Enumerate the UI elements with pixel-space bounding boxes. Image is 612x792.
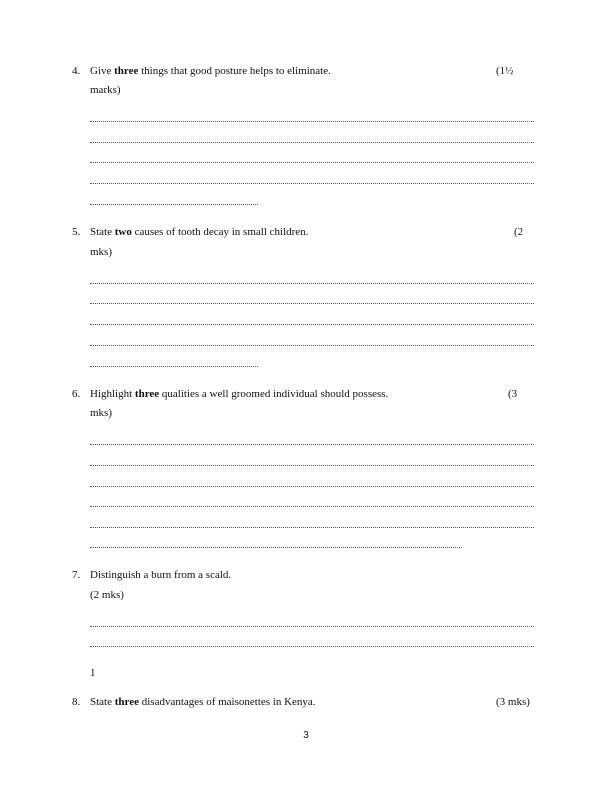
q5-marks: (2 [514,226,524,238]
q4-answer-line-5[interactable] [90,204,258,205]
q5-answer-line-4[interactable] [90,345,534,346]
q6-answer-line-2[interactable] [90,465,534,466]
q6-number: 6. [72,388,81,400]
q6-marks: (3 [508,388,518,400]
q4-answer-line-1[interactable] [90,121,534,122]
q6-answer-line-4[interactable] [90,506,534,507]
q5-number: 5. [72,226,81,238]
q6-marks-cont: mks) [90,407,112,419]
q5-answer-line-2[interactable] [90,303,534,304]
q6-answer-line-6[interactable] [90,547,462,548]
q4-number: 4. [72,65,81,77]
q6-text: Highlight three qualities a well groomed individual should possess. [90,388,389,400]
q5-answer-line-5[interactable] [90,366,258,367]
q7-marks: (2 mks) [90,589,124,601]
q7-stray-number: 1 [90,667,96,679]
q6-answer-line-5[interactable] [90,527,534,528]
q4-text: Give three things that good posture helps to eliminate. [90,65,331,77]
q4-marks-cont: marks) [90,84,121,96]
q4-answer-line-3[interactable] [90,162,534,163]
q4-marks: (1½ [496,65,514,77]
q7-number: 7. [72,569,81,581]
q5-marks-cont: mks) [90,246,112,258]
q8-number: 8. [72,696,81,708]
q6-answer-line-3[interactable] [90,486,534,487]
q4-answer-line-2[interactable] [90,142,534,143]
q5-answer-line-1[interactable] [90,283,534,284]
q6-answer-line-1[interactable] [90,444,534,445]
q7-text: Distinguish a burn from a scald. [90,569,232,581]
q8-text: State three disadvantages of maisonettes in Kenya. [90,696,316,708]
q7-answer-line-1[interactable] [90,626,534,627]
q8-marks: (3 mks) [496,696,530,708]
q7-answer-line-2[interactable] [90,646,534,647]
page-number: 3 [303,730,309,741]
q5-text: State two causes of tooth decay in small children. [90,226,309,238]
q5-answer-line-3[interactable] [90,324,534,325]
q4-answer-line-4[interactable] [90,183,534,184]
